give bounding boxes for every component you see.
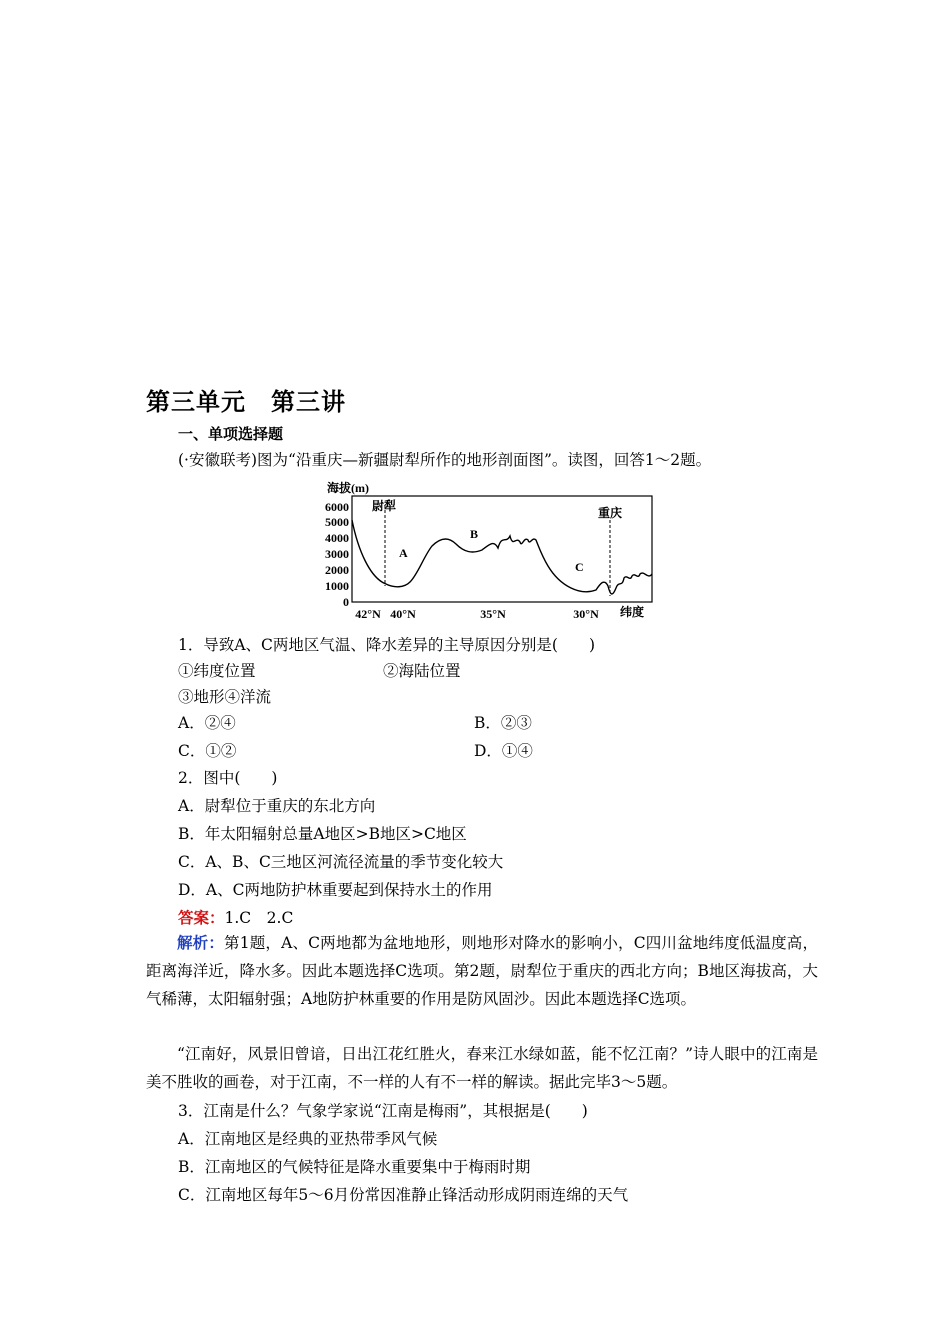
q1-factor-1: ①纬度位置 — [178, 662, 256, 680]
place-label-chongqing: 重庆 — [598, 506, 623, 520]
q1-factor-2: ②海陆位置 — [383, 662, 461, 680]
question-intro: (·安徽联考)图为“沿重庆—新疆尉犁所作的地形剖面图”。读图，回答1～2题。 — [178, 451, 712, 469]
x-tick: 30°N — [573, 607, 599, 621]
y-tick: 0 — [343, 595, 349, 609]
page-title: 第三单元 第三讲 — [146, 388, 346, 416]
y-axis-title: 海拔(m) — [327, 481, 369, 495]
x-tick: 35°N — [480, 607, 506, 621]
x-axis-title: 纬度 — [620, 605, 645, 619]
x-tick: 42°N — [355, 607, 381, 621]
answer-label: 答案： — [178, 909, 225, 927]
q2-option-b: B．年太阳辐射总量A地区>B地区>C地区 — [178, 825, 467, 843]
y-tick: 6000 — [325, 500, 349, 514]
y-tick: 3000 — [325, 547, 349, 561]
terrain-profile-line — [352, 520, 652, 594]
place-label-weili: 尉犁 — [372, 499, 397, 513]
q3-stem: 3．江南是什么？气象学家说“江南是梅雨”，其根据是( ) — [178, 1102, 588, 1120]
x-tick: 40°N — [390, 607, 416, 621]
answer-text: 1.C 2.C — [224, 909, 294, 927]
q1-factor-3-4: ③地形④洋流 — [178, 688, 272, 706]
q1-option-b: B．②③ — [474, 714, 532, 732]
analysis-paragraph — [146, 929, 818, 1013]
q3-option-c: C．江南地区每年5～6月份常因准静止锋活动形成阴雨连绵的天气 — [178, 1186, 629, 1204]
analysis-label: 解析： — [177, 934, 225, 952]
q2-option-c: C．A、B、C三地区河流径流量的季节变化较大 — [178, 853, 504, 871]
q3-option-a: A．江南地区是经典的亚热带季风气候 — [178, 1130, 438, 1148]
answer-line — [178, 908, 293, 928]
y-tick: 5000 — [325, 515, 349, 529]
y-tick: 2000 — [325, 563, 349, 577]
q1-option-d: D．①④ — [474, 742, 533, 760]
terrain-profile-figure — [318, 478, 658, 626]
y-tick: 1000 — [325, 579, 349, 593]
region-label-b: B — [470, 527, 479, 541]
q1-option-a: A．②④ — [178, 714, 236, 732]
q2-option-d: D．A、C两地防护林重要起到保持水土的作用 — [178, 881, 493, 899]
q2-option-a: A．尉犁位于重庆的东北方向 — [178, 797, 376, 815]
region-label-a: A — [399, 546, 408, 560]
q2-stem: 2．图中( ) — [178, 769, 278, 787]
passage-paragraph: “江南好，风景旧曾谙，日出江花红胜火，春来江水绿如蓝，能不忆江南？”诗人眼中的江南是美不胜收的画卷，对于江南，不一样的人有不一样的解读。据此完毕3～5题。 — [146, 1045, 818, 1091]
q1-stem: 1．导致A、C两地区气温、降水差异的主导原因分别是( ) — [178, 636, 596, 654]
analysis-text: 第1题，A、C两地都为盆地地形，则地形对降水的影响小，C四川盆地纬度低温度高，距离海洋近，降水多。因此本题选择C选项。第2题，尉犁位于重庆的西北方向；B地区海拔高，大气稀薄，太阳辐射强；A地防护林重要的作用是防风固沙。因此本题选择C选项。 — [146, 934, 818, 1008]
region-label-c: C — [575, 560, 584, 574]
q1-option-c: C．①② — [178, 742, 237, 760]
q3-option-b: B．江南地区的气候特征是降水重要集中于梅雨时期 — [178, 1158, 531, 1176]
y-tick: 4000 — [325, 531, 349, 545]
section-heading: 一、单项选择题 — [178, 425, 284, 443]
